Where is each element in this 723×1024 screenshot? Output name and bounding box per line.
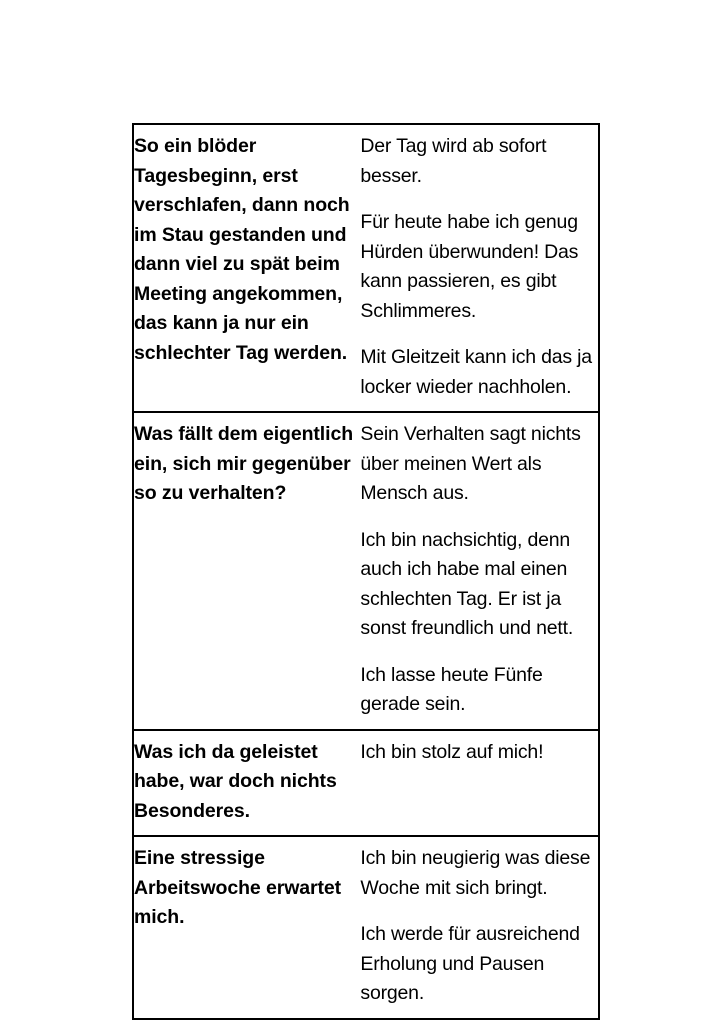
reframe-cell <box>360 412 599 730</box>
negative-thought-text: Was ich da geleistet habe, war doch nichts Besonderes. <box>134 740 337 822</box>
reframe-text: Sein Verhalten sagt nichts über meinen Wert als Mensch aus. <box>360 423 581 504</box>
negative-thought-cell <box>133 124 360 412</box>
negative-thought-text: Eine stressige Arbeitswoche erwartet mich. <box>134 847 342 928</box>
reframe-cell <box>360 124 599 412</box>
reframe-text: Der Tag wird ab sofort besser. <box>360 135 547 187</box>
table-row <box>133 836 599 1019</box>
reframe-text: Mit Gleitzeit kann ich das ja locker wieder nachholen. <box>360 346 592 398</box>
reframe-cell <box>360 730 599 837</box>
table-row <box>133 730 599 837</box>
reframe-text: Ich bin stolz auf mich! <box>360 740 544 763</box>
negative-thought-text: So ein blöder Tagesbeginn, erst verschlafen, dann noch im Stau gestanden und dann viel zu spät beim Meeting angekommen, das kann ja nur ein schlechter Tag werden. <box>134 135 350 364</box>
negative-thought-text: Was fällt dem eigentlich ein, sich mir gegenüber so zu verhalten? <box>134 423 354 504</box>
reframe-cell <box>360 836 599 1019</box>
reframe-text: Ich werde für ausreichend Erholung und Pausen sorgen. <box>360 923 580 1004</box>
table-row <box>133 124 599 412</box>
reframing-table <box>132 123 600 1020</box>
negative-thought-cell <box>133 412 360 730</box>
reframe-text: Für heute habe ich genug Hürden überwunden! Das kann passieren, es gibt Schlimmeres. <box>360 211 579 322</box>
table-row <box>133 412 599 730</box>
reframe-text: Ich bin nachsichtig, denn auch ich habe mal einen schlechten Tag. Er ist ja sonst freundlich und nett. <box>360 528 574 639</box>
negative-thought-cell <box>133 836 360 1019</box>
reframe-text: Ich lasse heute Fünfe gerade sein. <box>360 663 543 715</box>
table-body <box>133 124 599 1019</box>
negative-thought-cell <box>133 730 360 837</box>
reframe-text: Ich bin neugierig was diese Woche mit sich bringt. <box>360 847 591 899</box>
